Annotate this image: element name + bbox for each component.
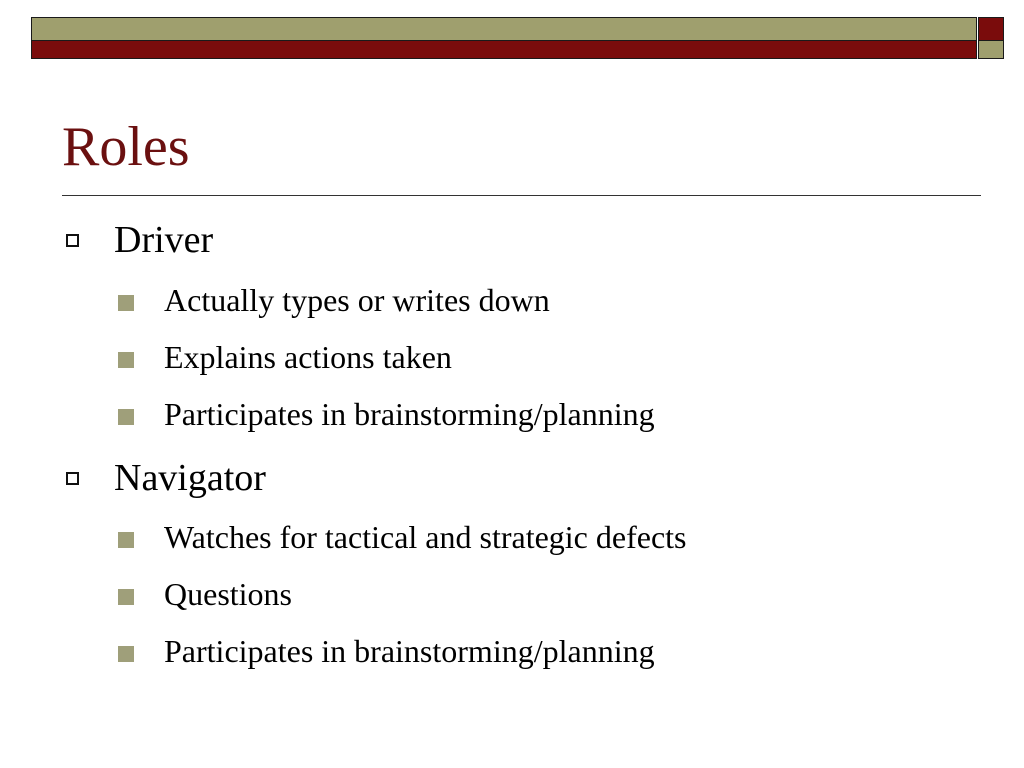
sub-bullet-item: Watches for tactical and strategic defects: [164, 519, 687, 555]
filled-square-icon: [118, 352, 134, 368]
filled-square-icon: [118, 589, 134, 605]
slide-title: Roles: [62, 116, 190, 178]
hollow-square-icon: [66, 472, 79, 485]
bullet-item-navigator: Navigator: [114, 457, 266, 499]
sub-bullet-item: Actually types or writes down: [164, 282, 550, 318]
sub-bullet-item: Participates in brainstorming/planning: [164, 633, 655, 669]
sub-bullet-item: Questions: [164, 576, 292, 612]
bullet-item-driver: Driver: [114, 219, 214, 261]
filled-square-icon: [118, 532, 134, 548]
sub-bullet-item: Explains actions taken: [164, 339, 452, 375]
hollow-square-icon: [66, 234, 79, 247]
filled-square-icon: [118, 295, 134, 311]
filled-square-icon: [118, 646, 134, 662]
sub-bullet-item: Participates in brainstorming/planning: [164, 396, 655, 432]
filled-square-icon: [118, 409, 134, 425]
